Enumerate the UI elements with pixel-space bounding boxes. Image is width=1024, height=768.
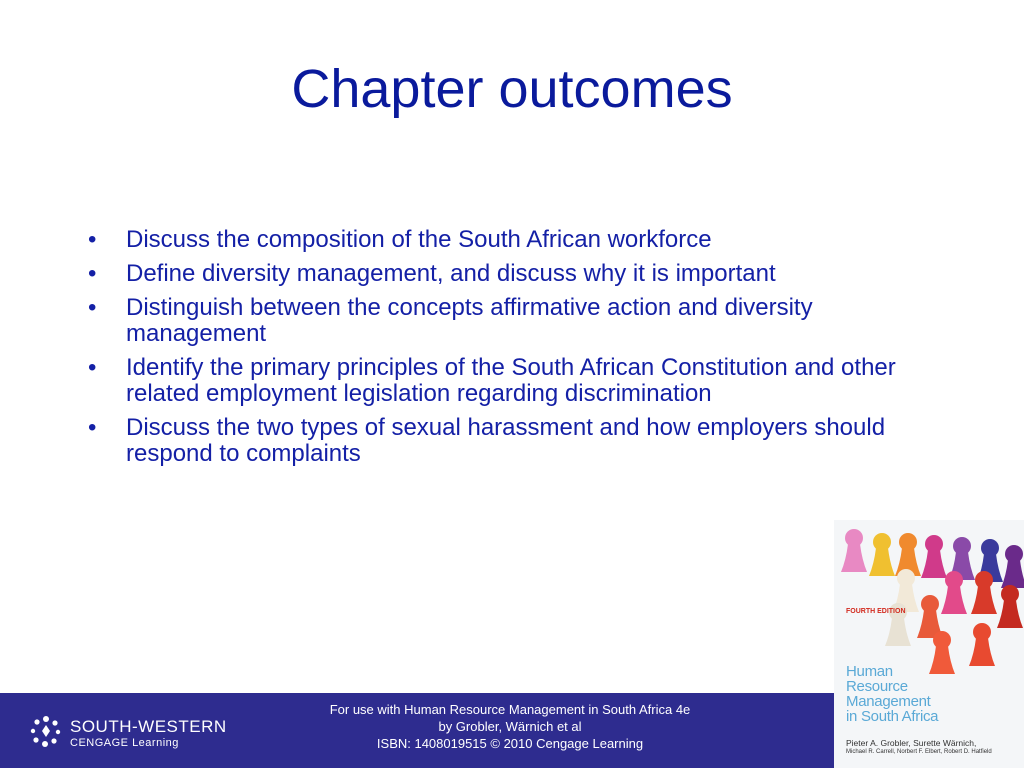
list-item [86,415,956,467]
list-item-text: Distinguish between the concepts affirmative action and diversity management [126,294,813,347]
list-item [86,227,956,253]
bullet-icon: • [88,260,97,287]
logo-line2: CENGAGE Learning [70,737,179,749]
bullet-icon: • [88,414,97,441]
slide-title: Chapter outcomes [291,59,733,119]
footer-bar [0,693,834,768]
compass-icon [28,713,64,749]
game-pieces-illustration [834,520,1024,768]
book-cover [834,520,1024,768]
authors-line1: Pieter A. Grobler, Surette Wärnich, [846,738,977,748]
cover-title-line: Human [846,663,893,680]
publisher-logo [28,713,258,753]
bullet-icon: • [88,294,97,321]
cover-title-line: Management [846,693,931,710]
bullet-icon: • [88,226,97,253]
cover-authors [846,738,1024,756]
bullet-icon: • [88,354,97,381]
list-item-text: Identify the primary principles of the South African Constitution and other related employment legislation regarding discrimination [126,354,896,407]
list-item [86,295,956,347]
cover-title [846,664,938,724]
list-item-text: Discuss the two types of sexual harassment and how employers should respond to complaints [126,414,886,467]
cover-title-line: Resource [846,678,908,695]
list-item-text: Discuss the composition of the South African workforce [126,226,712,253]
list-item-text: Define diversity management, and discuss why it is important [126,260,776,287]
list-item [86,355,956,407]
authors-line2: Michael R. Carrell, Norbert F. Elbert, Robert D. Hatfield [846,749,992,755]
logo-line1: SOUTH-WESTERN [70,717,227,736]
edition-label: FOURTH EDITION [846,608,906,615]
footer-line2: by Grobler, Wärnich et al [438,719,582,734]
footer-line1: For use with Human Resource Management in South Africa 4e [329,702,691,717]
list-item [86,261,956,287]
outcome-list [86,227,956,475]
footer-line3: ISBN: 1408019515 © 2010 Cengage Learning [376,736,644,751]
footer-citation [250,701,770,752]
cover-title-line: in South Africa [846,708,939,725]
